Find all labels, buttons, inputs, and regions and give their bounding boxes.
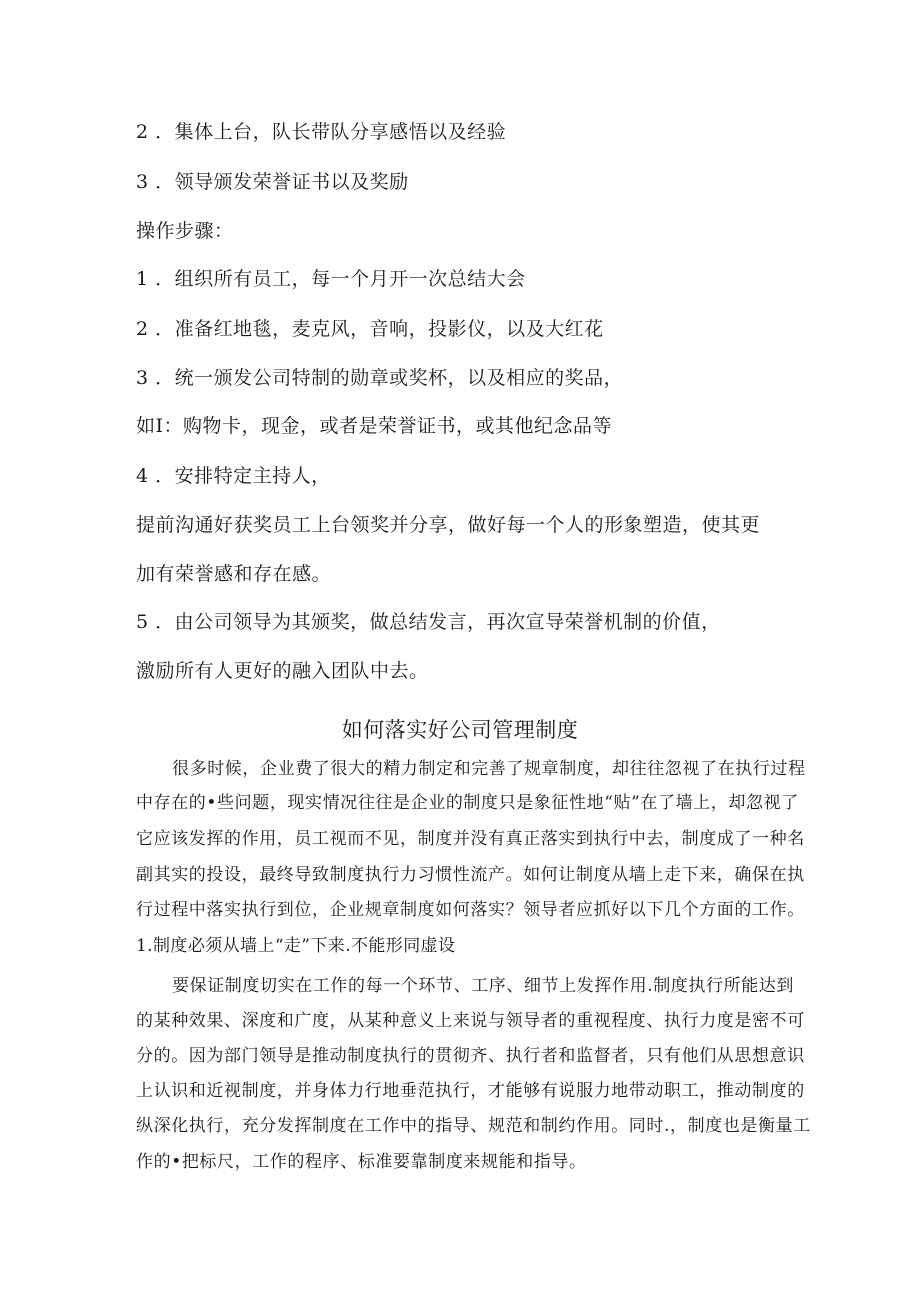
- list-line: 5 ．由公司领导为其颁奖，做总结发言，再次宣导荣誉机制的价值，: [136, 611, 721, 633]
- paragraph-line: 分的。因为部门领导是推动制度执行的贯彻齐、执行者和监督者，只有他们从思想意识: [136, 1046, 805, 1066]
- list-line: 激励所有人更好的融入团队中去。: [136, 660, 429, 682]
- paragraph-line: 作的•把标尺，工作的程序、标准要靠制度来规能和指导。: [136, 1152, 587, 1172]
- paragraph-line: 很多时候，企业费了很大的精力制定和完善了规章制度，却往往忽视了在执行过程: [172, 759, 806, 779]
- list-line: 加有荣誉感和存在感。: [136, 563, 332, 585]
- paragraph-line: 行过程中落实执行到位，企业规章制度如何落实？领导者应抓好以下几个方面的工作。: [136, 900, 805, 920]
- paragraph-line: 它应该发挥的作用，员工视而不见，制度并没有真正落实到执行中去，制度成了一种名: [136, 829, 805, 849]
- paragraph-line: 要保证制度切实在工作的每一个环节、工序、细节上发挥作用.制度执行所能达到: [172, 976, 795, 996]
- list-line: 3 ．领导颁发荣誉证书以及奖励: [136, 171, 409, 193]
- paragraph-line: 上认识和近视制度，并身体力行地垂范执行，才能够有说服力地带动职工，推动制度的: [136, 1081, 805, 1101]
- list-line: 2 ．准备红地毯，麦克风，音响，投影仪，以及大红花: [136, 318, 604, 340]
- paragraph-line: 中存在的•些问题，现实情况往往是企业的制度只是象征性地“贴”在了墙上，却忽视了: [136, 793, 799, 813]
- paragraph-line: 纵深化执行，充分发挥制度在工作中的指导、规范和制约作用。同时.，制度也是衡量工: [136, 1116, 811, 1136]
- steps-heading: 操作步骤：: [136, 220, 234, 242]
- list-line: 1 ．组织所有员工，每一个月开一次总结大会: [136, 268, 526, 290]
- list-line: 3 ．统一颁发公司特制的勋章或奖杯，以及相应的奖品，: [136, 367, 624, 389]
- list-line: 4 ．安排特定主持人，: [136, 465, 331, 487]
- list-line: 如I：购物卡，现金，或者是荣誉证书，或其他纪念品等: [136, 415, 613, 437]
- article-title: 如何落实好公司管理制度: [341, 718, 579, 742]
- list-line: 2 ．集体上台，队长带队分享感悟以及经验: [136, 121, 507, 143]
- paragraph-line: 的某种效果、深度和广度，从某种意义上来说与领导者的重视程度、执行力度是密不可: [136, 1011, 805, 1031]
- section-heading: 1.制度必须从墙上“走”下来.不能形同虚设: [136, 936, 456, 956]
- list-line: 提前沟通好获奖员工上台领奖并分享，做好每一个人的形象塑造，使其更: [136, 514, 761, 536]
- paragraph-line: 副其实的投设，最终导致制度执行力习惯性流产。如何让制度从墙上走下来，确保在执: [136, 865, 805, 885]
